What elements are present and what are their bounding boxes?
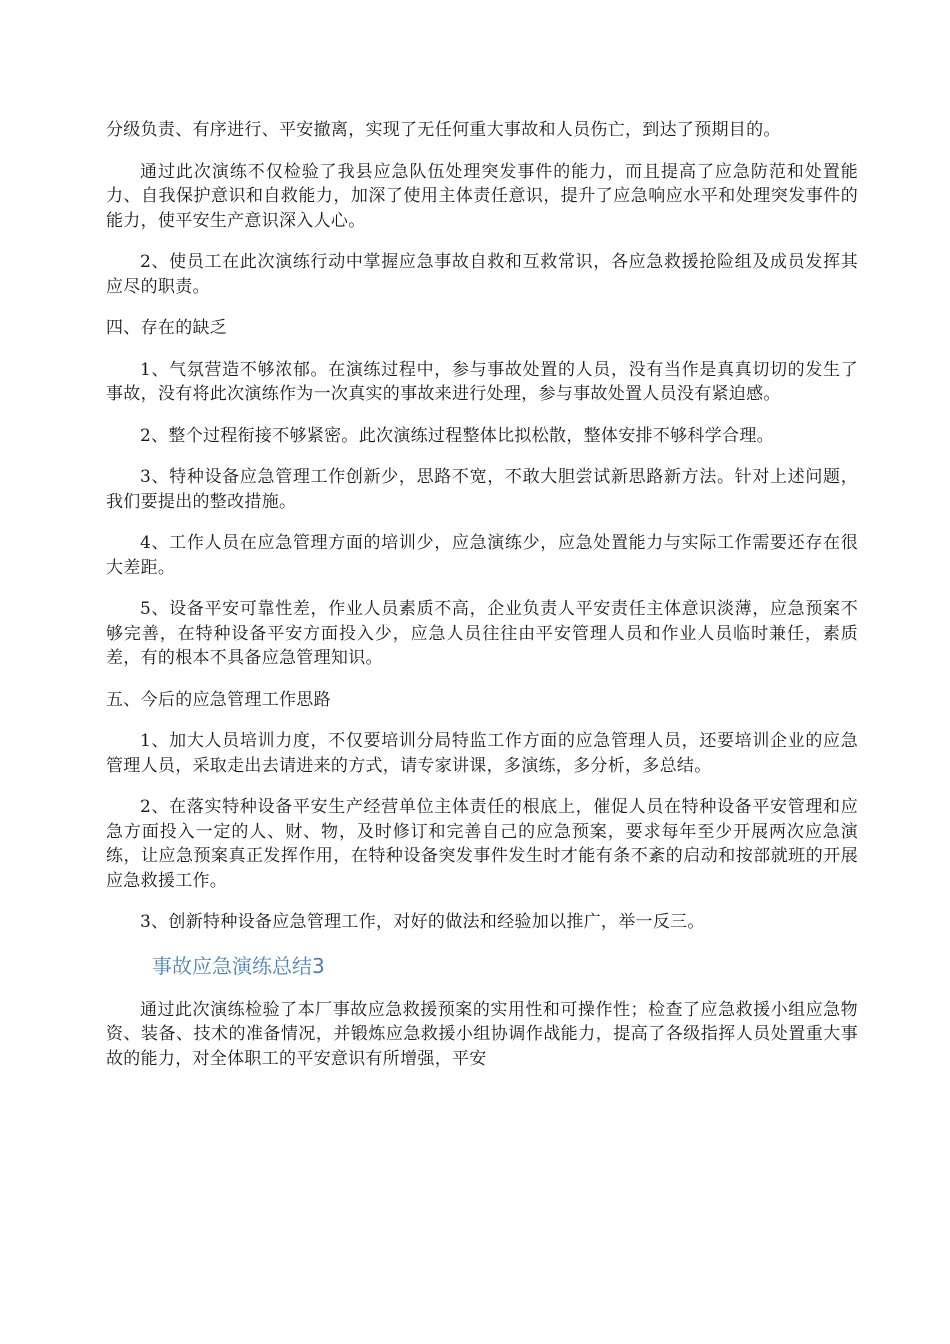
document-page [106, 118, 858, 1088]
paragraph: 3、创新特种设备应急管理工作，对好的做法和经验加以推广，举一反三。 [140, 912, 705, 932]
document-body-bottom [106, 998, 858, 1072]
paragraph: 五、今后的应急管理工作思路 [106, 689, 331, 710]
paragraph: 2、在落实特种设备平安生产经营单位主体责任的根底上，催促人员在特种设备平安管理和应急方面投入一定的人、财、物，及时修订和完善自己的应急预案，要求每年至少开展两次应急演练，让应急预案真正发挥作用，在特种设备突发事件发生时才能有条不紊的启动和按部就班的开展应急救援工作。 [106, 797, 858, 891]
paragraph: 通过此次演练检验了本厂事故应急救援预案的实用性和可操作性；检查了应急救援小组应急物资、装备、技术的准备情况，并锻炼应急救援小组协调作战能力，提高了各级指挥人员处置重大事故的能力，对全体职工的平安意识有所增强，平安 [106, 999, 858, 1069]
document-body-top [106, 118, 858, 935]
paragraph: 四、存在的缺乏 [106, 318, 228, 338]
paragraph: 2、使员工在此次演练行动中掌握应急事故自救和互救常识，各应急救援抢险组及成员发挥其应尽的职责。 [106, 252, 858, 297]
paragraph: 5、设备平安可靠性差，作业人员素质不高，企业负责人平安责任主体意识淡薄，应急预案不够完善，在特种设备平安方面投入少，应急人员往往由平安管理人员和作业人员临时兼任，素质差，有的根本不具备应急管理知识。 [106, 599, 858, 668]
paragraph: 3、特种设备应急管理工作创新少，思路不宽，不敢大胆尝试新思路新方法。针对上述问题，我们要提出的整改措施。 [106, 467, 858, 512]
paragraph: 1、加大人员培训力度，不仅要培训分局特监工作方面的应急管理人员，还要培训企业的应急管理人员，采取走出去请进来的方式，请专家讲课，多演练，多分析，多总结。 [106, 731, 858, 776]
paragraph: 2、整个过程衔接不够紧密。此次演练过程整体比拟松散，整体安排不够科学合理。 [140, 425, 774, 446]
paragraph: 通过此次演练不仅检验了我县应急队伍处理突发事件的能力，而且提高了应急防范和处置能力、自我保护意识和自救能力，加深了使用主体责任意识，提升了应急响应水平和处理突发事件的能力，使平安生产意识深入人心。 [106, 161, 858, 231]
paragraph: 1、气氛营造不够浓郁。在演练过程中，参与事故处置的人员，没有当作是真真切切的发生了事故，没有将此次演练作为一次真实的事故来进行处理，参与事故处置人员没有紧迫感。 [106, 359, 858, 404]
paragraph: 分级负责、有序进行、平安撤离，实现了无任何重大事故和人员伤亡，到达了预期目的。 [106, 120, 781, 140]
section-heading: 事故应急演练总结3 [152, 953, 325, 978]
paragraph: 4、工作人员在应急管理方面的培训少，应急演练少，应急处置能力与实际工作需要还存在很大差距。 [106, 533, 858, 578]
